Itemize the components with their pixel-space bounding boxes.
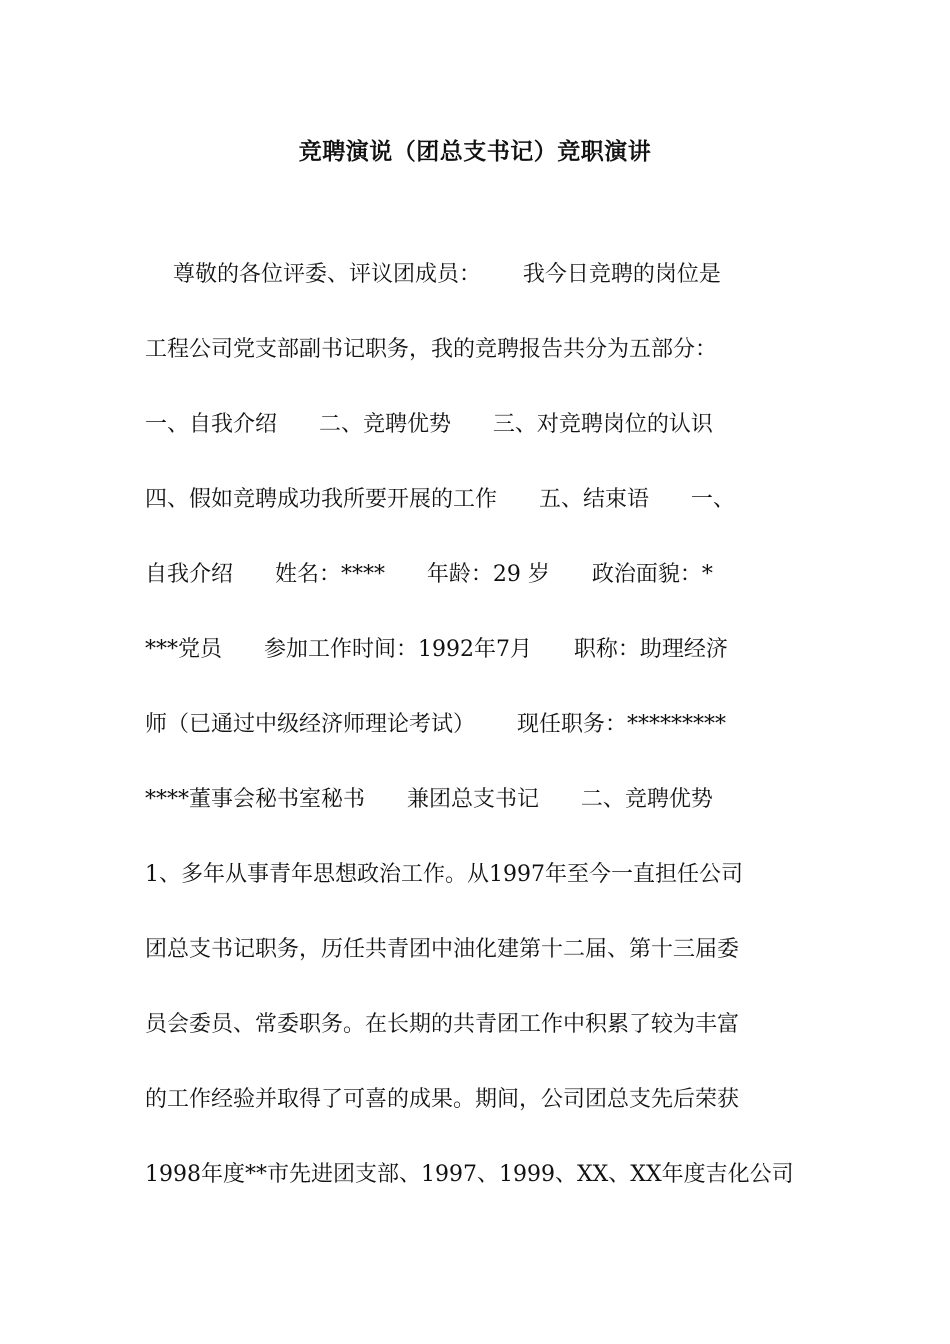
body-line-13: 1998年度**市先进团支部、1997、1999、XX、XX年度吉化公司 [145, 1162, 794, 1187]
body-line-1: 尊敬的各位评委、评议团成员： 我今日竞聘的岗位是 [145, 262, 721, 287]
body-line-11: 员会委员、常委职务。在长期的共青团工作中积累了较为丰富 [145, 1012, 740, 1037]
body-line-9: 1、多年从事青年思想政治工作。从1997年至今一直担任公司 [145, 862, 743, 887]
body-line-12: 的工作经验并取得了可喜的成果。期间，公司团总支先后荣获 [145, 1087, 740, 1112]
body-line-2: 工程公司党支部副书记职务，我的竞聘报告共分为五部分： [145, 337, 718, 362]
document-title: 竞聘演说（团总支书记）竞职演讲 [298, 138, 652, 165]
body-line-8: ****董事会秘书室秘书 兼团总支书记 二、竞聘优势 [145, 787, 713, 812]
body-line-6: ***党员 参加工作时间：1992年7月 职称：助理经济 [145, 637, 728, 662]
body-line-3: 一、自我介绍 二、竞聘优势 三、对竞聘岗位的认识 [145, 412, 713, 437]
body-line-7: 师（已通过中级经济师理论考试） 现任职务：********* [145, 712, 726, 737]
body-line-5: 自我介绍 姓名：**** 年龄：29 岁 政治面貌：* [145, 562, 713, 587]
body-line-10: 团总支书记职务，历任共青团中油化建第十二届、第十三届委 [145, 937, 740, 962]
body-line-4: 四、假如竞聘成功我所要开展的工作 五、结束语 一、 [145, 487, 735, 512]
